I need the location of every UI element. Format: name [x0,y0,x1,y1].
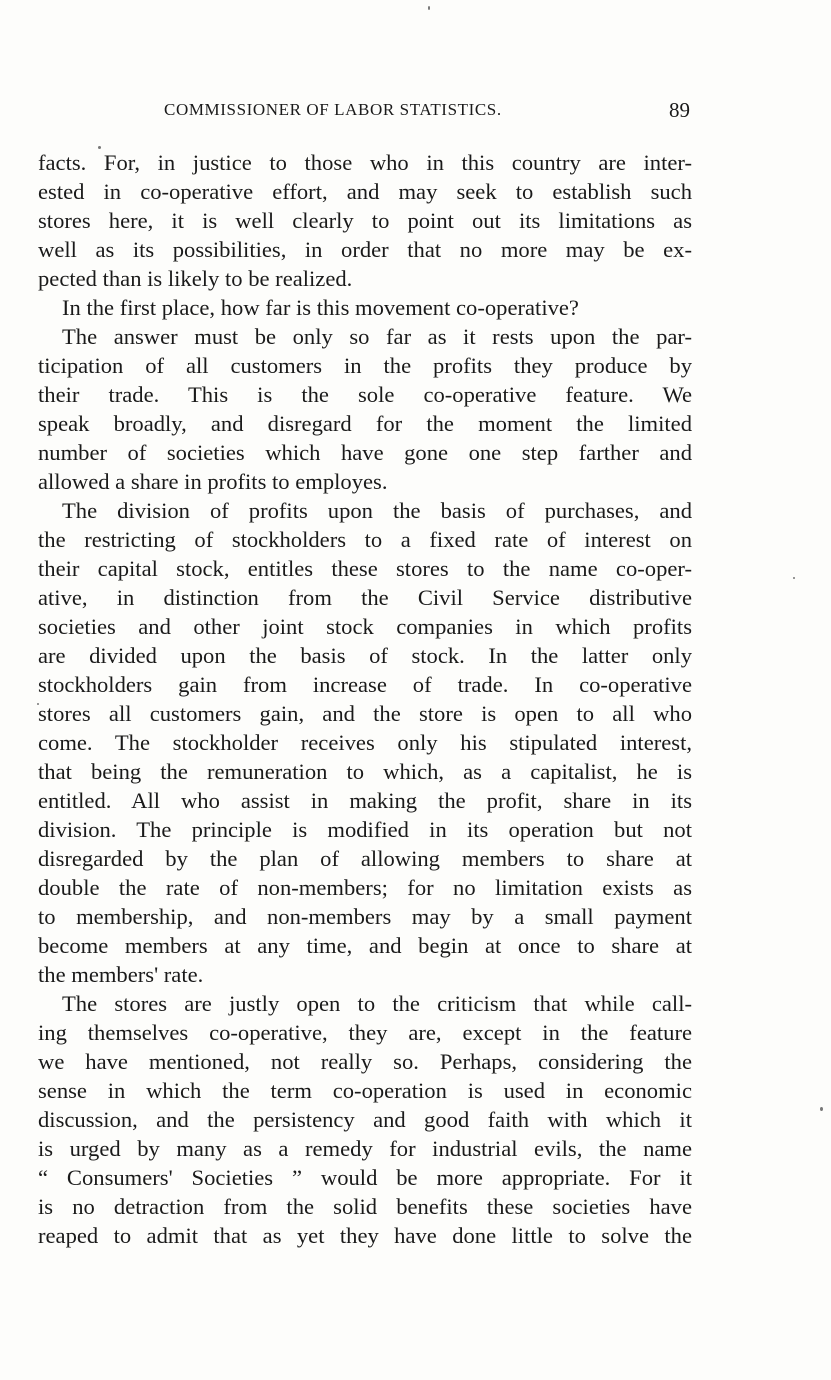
text-line: is no detraction from the solid benefits these societies have [38,1194,692,1219]
text-line: speak broadly, and disregard for the moment the limited [38,411,692,436]
text-line: come. The stockholder receives only his stipulated interest, [38,730,692,755]
text-line: societies and other joint stock companies in which profits [38,614,692,639]
text-line: ative, in distinction from the Civil Service distributive [38,585,692,610]
text-line: the members' rate. [38,962,204,987]
text-line: disregarded by the plan of allowing members to share at [38,846,692,871]
body-text [38,148,692,1250]
page-number: 89 [669,98,690,122]
text-line: division. The principle is modified in its operation but not [38,817,692,842]
page-content [38,0,692,1380]
text-line: stores all customers gain, and the store is open to all who [38,701,692,726]
paragraph [38,148,692,293]
text-line: we have mentioned, not really so. Perhaps, considering the [38,1049,692,1074]
text-line: their capital stock, entitles these stores to the name co-oper- [38,556,692,581]
scan-speck [820,1107,823,1111]
text-line: to membership, and non-members may by a small payment [38,904,692,929]
text-line: become members at any time, and begin at once to share at [38,933,692,958]
running-header [38,100,692,126]
text-line: discussion, and the persistency and good faith with which it [38,1107,692,1132]
text-line: well as its possibilities, in order that no more may be ex- [38,237,692,262]
paragraph [38,322,692,496]
text-line: reaped to admit that as yet they have done little to solve the [38,1223,692,1248]
text-line: double the rate of non-members; for no limitation exists as [38,875,692,900]
text-line: The stores are justly open to the criticism that while call- [62,991,692,1016]
text-line: stores here, it is well clearly to point out its limitations as [38,208,692,233]
scan-speck [793,577,795,579]
running-title: COMMISSIONER OF LABOR STATISTICS. [164,100,502,119]
text-line: ested in co-operative effort, and may seek to establish such [38,179,692,204]
text-line: number of societies which have gone one step farther and [38,440,692,465]
text-line: facts. For, in justice to those who in this country are inter- [38,150,692,175]
text-line: The division of profits upon the basis of purchases, and [62,498,692,523]
text-line: their trade. This is the sole co-operative feature. We [38,382,692,407]
text-line: “ Consumers' Societies ” would be more appropriate. For it [38,1165,692,1190]
text-line: is urged by many as a remedy for industrial evils, the name [38,1136,692,1161]
text-line: allowed a share in profits to employes. [38,469,388,494]
text-line: pected than is likely to be realized. [38,266,353,291]
paragraph [38,293,692,322]
paragraph [38,496,692,989]
text-line: the restricting of stockholders to a fixed rate of interest on [38,527,692,552]
text-line: ing themselves co-operative, they are, except in the feature [38,1020,692,1045]
paragraph [38,989,692,1250]
text-line: ticipation of all customers in the profits they produce by [38,353,692,378]
text-line: entitled. All who assist in making the profit, share in its [38,788,692,813]
text-line: sense in which the term co-operation is used in economic [38,1078,692,1103]
text-line: The answer must be only so far as it rests upon the par- [62,324,692,349]
text-line: are divided upon the basis of stock. In the latter only [38,643,692,668]
text-line: In the first place, how far is this movement co-operative? [62,295,579,320]
text-line: that being the remuneration to which, as a capitalist, he is [38,759,692,784]
text-line: stockholders gain from increase of trade. In co-operative [38,672,692,697]
